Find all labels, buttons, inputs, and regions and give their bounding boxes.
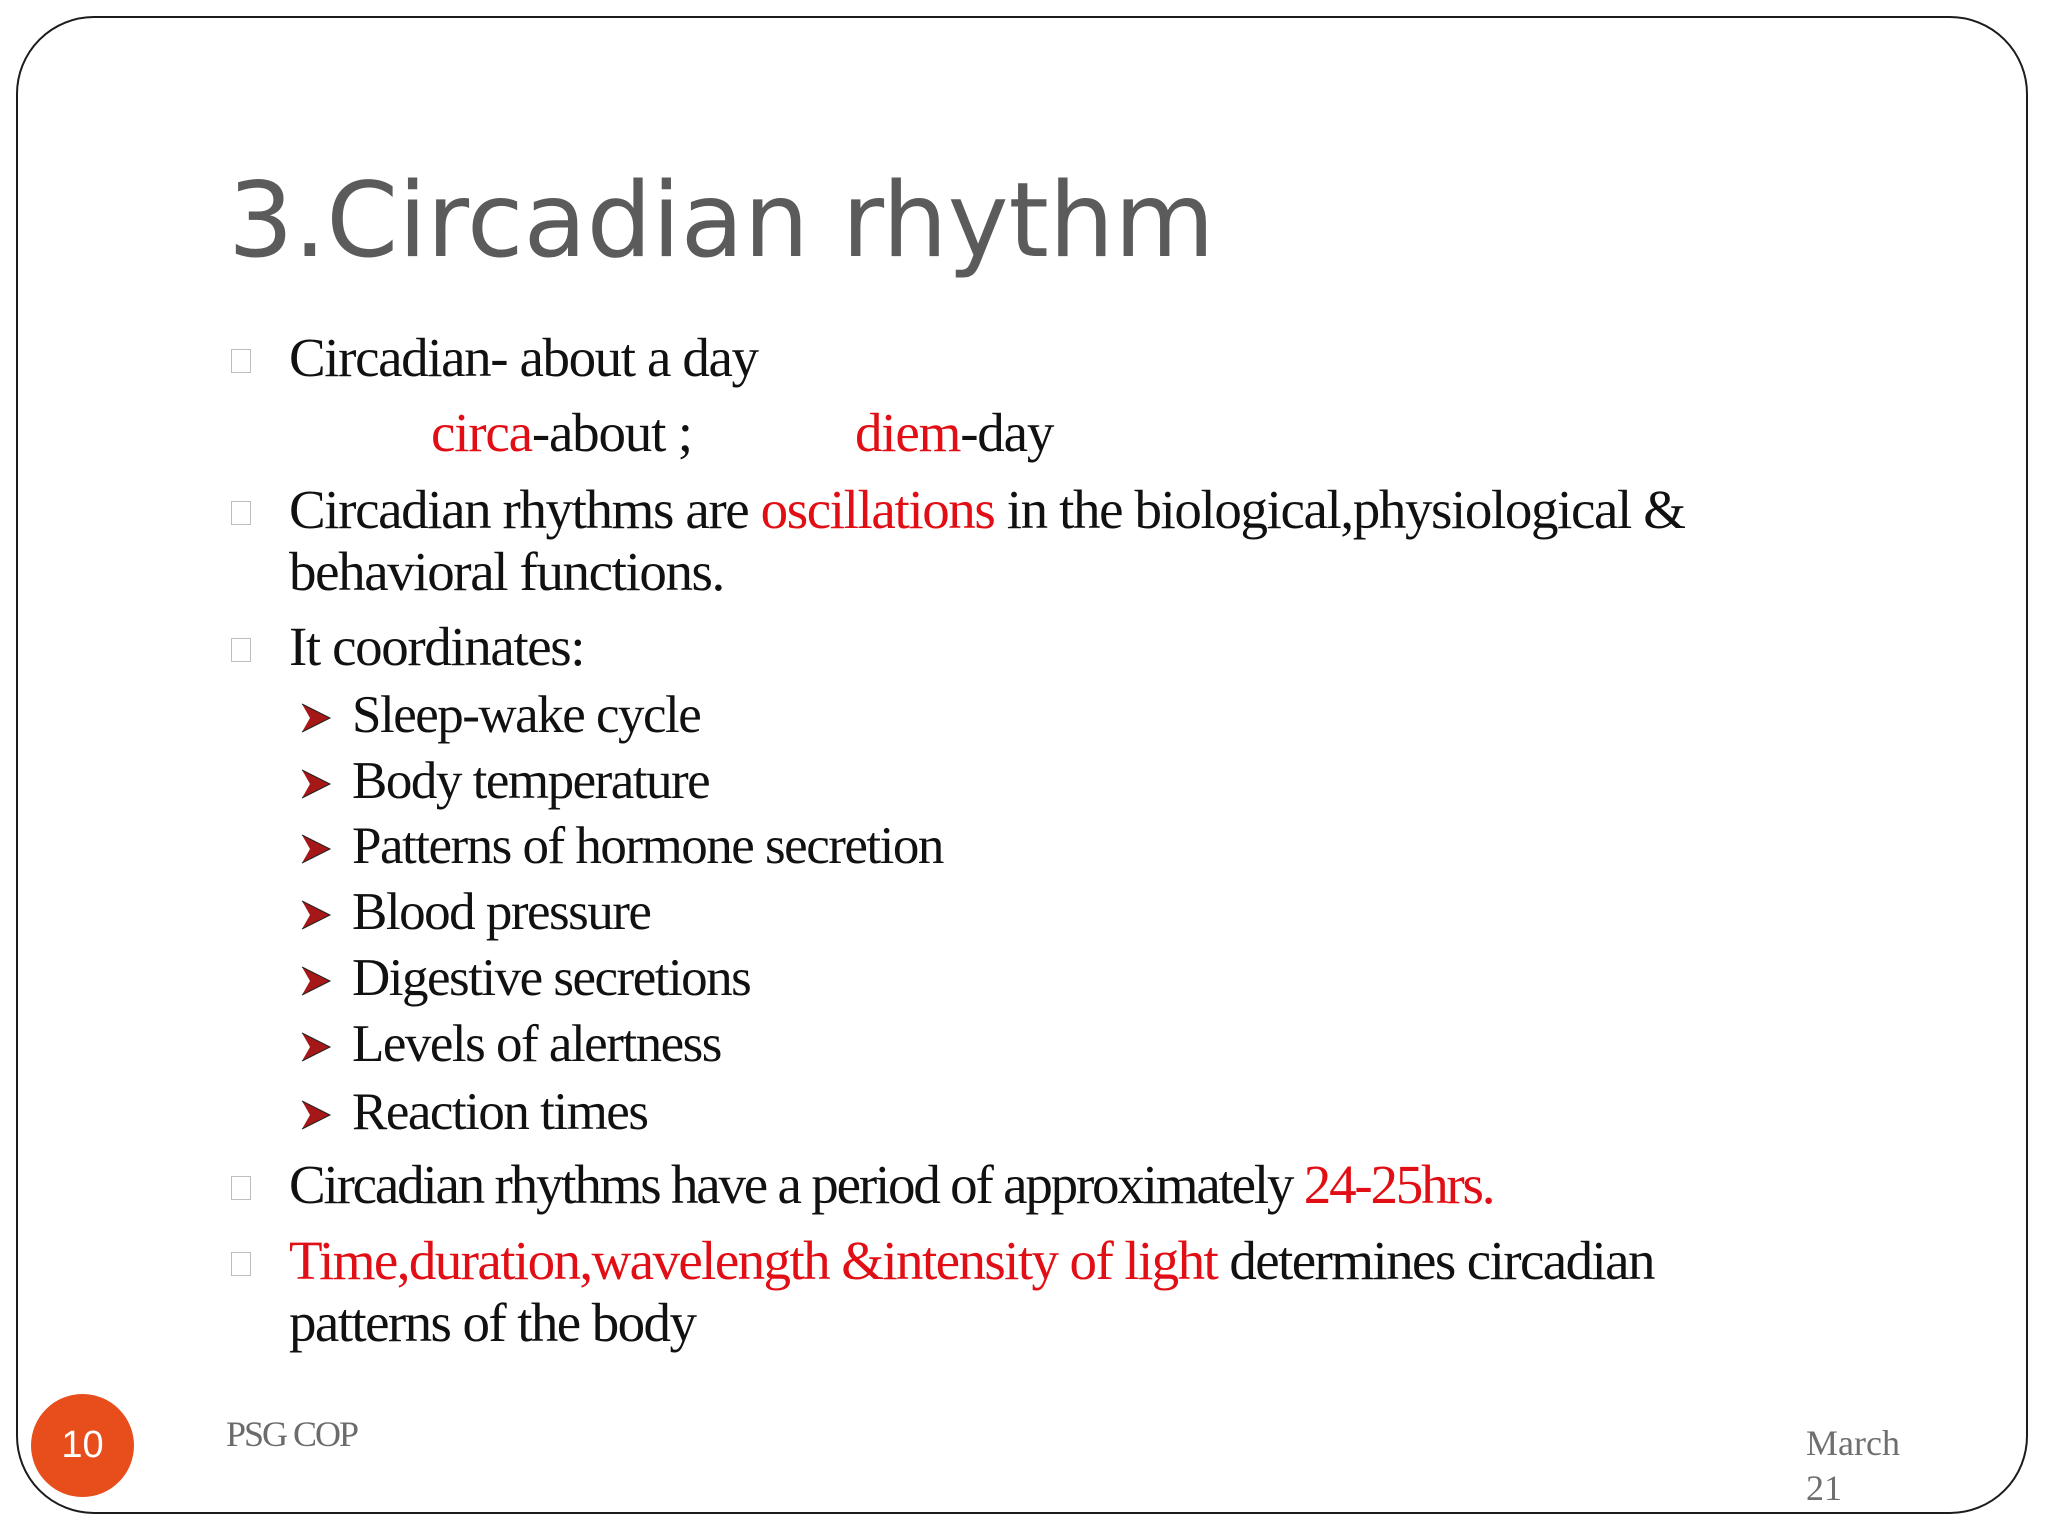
sub-item-label: Patterns of hormone secretion [352,817,943,875]
arrowhead-icon [300,1099,332,1131]
footer-organization: PSG COP [226,1414,358,1454]
bullet-text [289,479,1685,541]
bullet-text [289,1154,1493,1216]
highlighted-text: Time,duration,wavelength &intensity of light [289,1230,1218,1291]
sub-item-label: Blood pressure [352,883,651,941]
sub-item-label: Sleep-wake cycle [352,686,701,744]
square-outline-icon [231,501,251,525]
arrowhead-icon [300,899,332,931]
bullet-continuation: patterns of the body [289,1292,696,1353]
bullet-text-part: Circadian rhythms are [289,479,761,540]
bullet-text: It coordinates: [289,616,585,677]
bullet-text-part: Circadian rhythms have a period of approximately [289,1154,1304,1215]
arrowhead-icon [300,833,332,865]
term-description: -about ; [531,402,692,463]
square-outline-icon [231,1252,251,1276]
bullet-light-determines-patterns [231,1230,1871,1354]
sub-item-label: Body temperature [352,752,710,810]
sub-item-label: Levels of alertness [352,1015,721,1073]
sub-item-label: Reaction times [352,1083,648,1141]
bullet-text [289,1230,1654,1292]
highlighted-text: 24-25hrs. [1303,1154,1494,1215]
square-outline-icon [231,1176,251,1200]
slide-title: 3.Circadian rhythm [228,161,1215,281]
arrowhead-icon [300,702,332,734]
page-number-badge: 10 [31,1394,134,1497]
highlighted-text: oscillations [760,479,995,540]
bullet-continuation: behavioral functions. [289,541,724,602]
bullet-text-part: in the biological,physiological & [994,479,1685,540]
term-highlight: circa [431,402,532,463]
arrowhead-icon [300,965,332,997]
bullet-text: Circadian- about a day [289,327,758,388]
bullet-text-part: determines circadian [1217,1230,1654,1291]
arrowhead-icon [300,1031,332,1063]
sub-item-label: Digestive secretions [352,949,751,1007]
term-highlight: diem [855,402,961,463]
square-outline-icon [231,638,251,662]
square-outline-icon [231,349,251,373]
term-diem [855,402,1053,464]
term-circa [431,402,692,464]
footer-date: March 21 [1806,1423,1900,1508]
arrowhead-icon [300,768,332,800]
term-description: -day [960,402,1054,463]
bullet-oscillations [231,479,1871,603]
